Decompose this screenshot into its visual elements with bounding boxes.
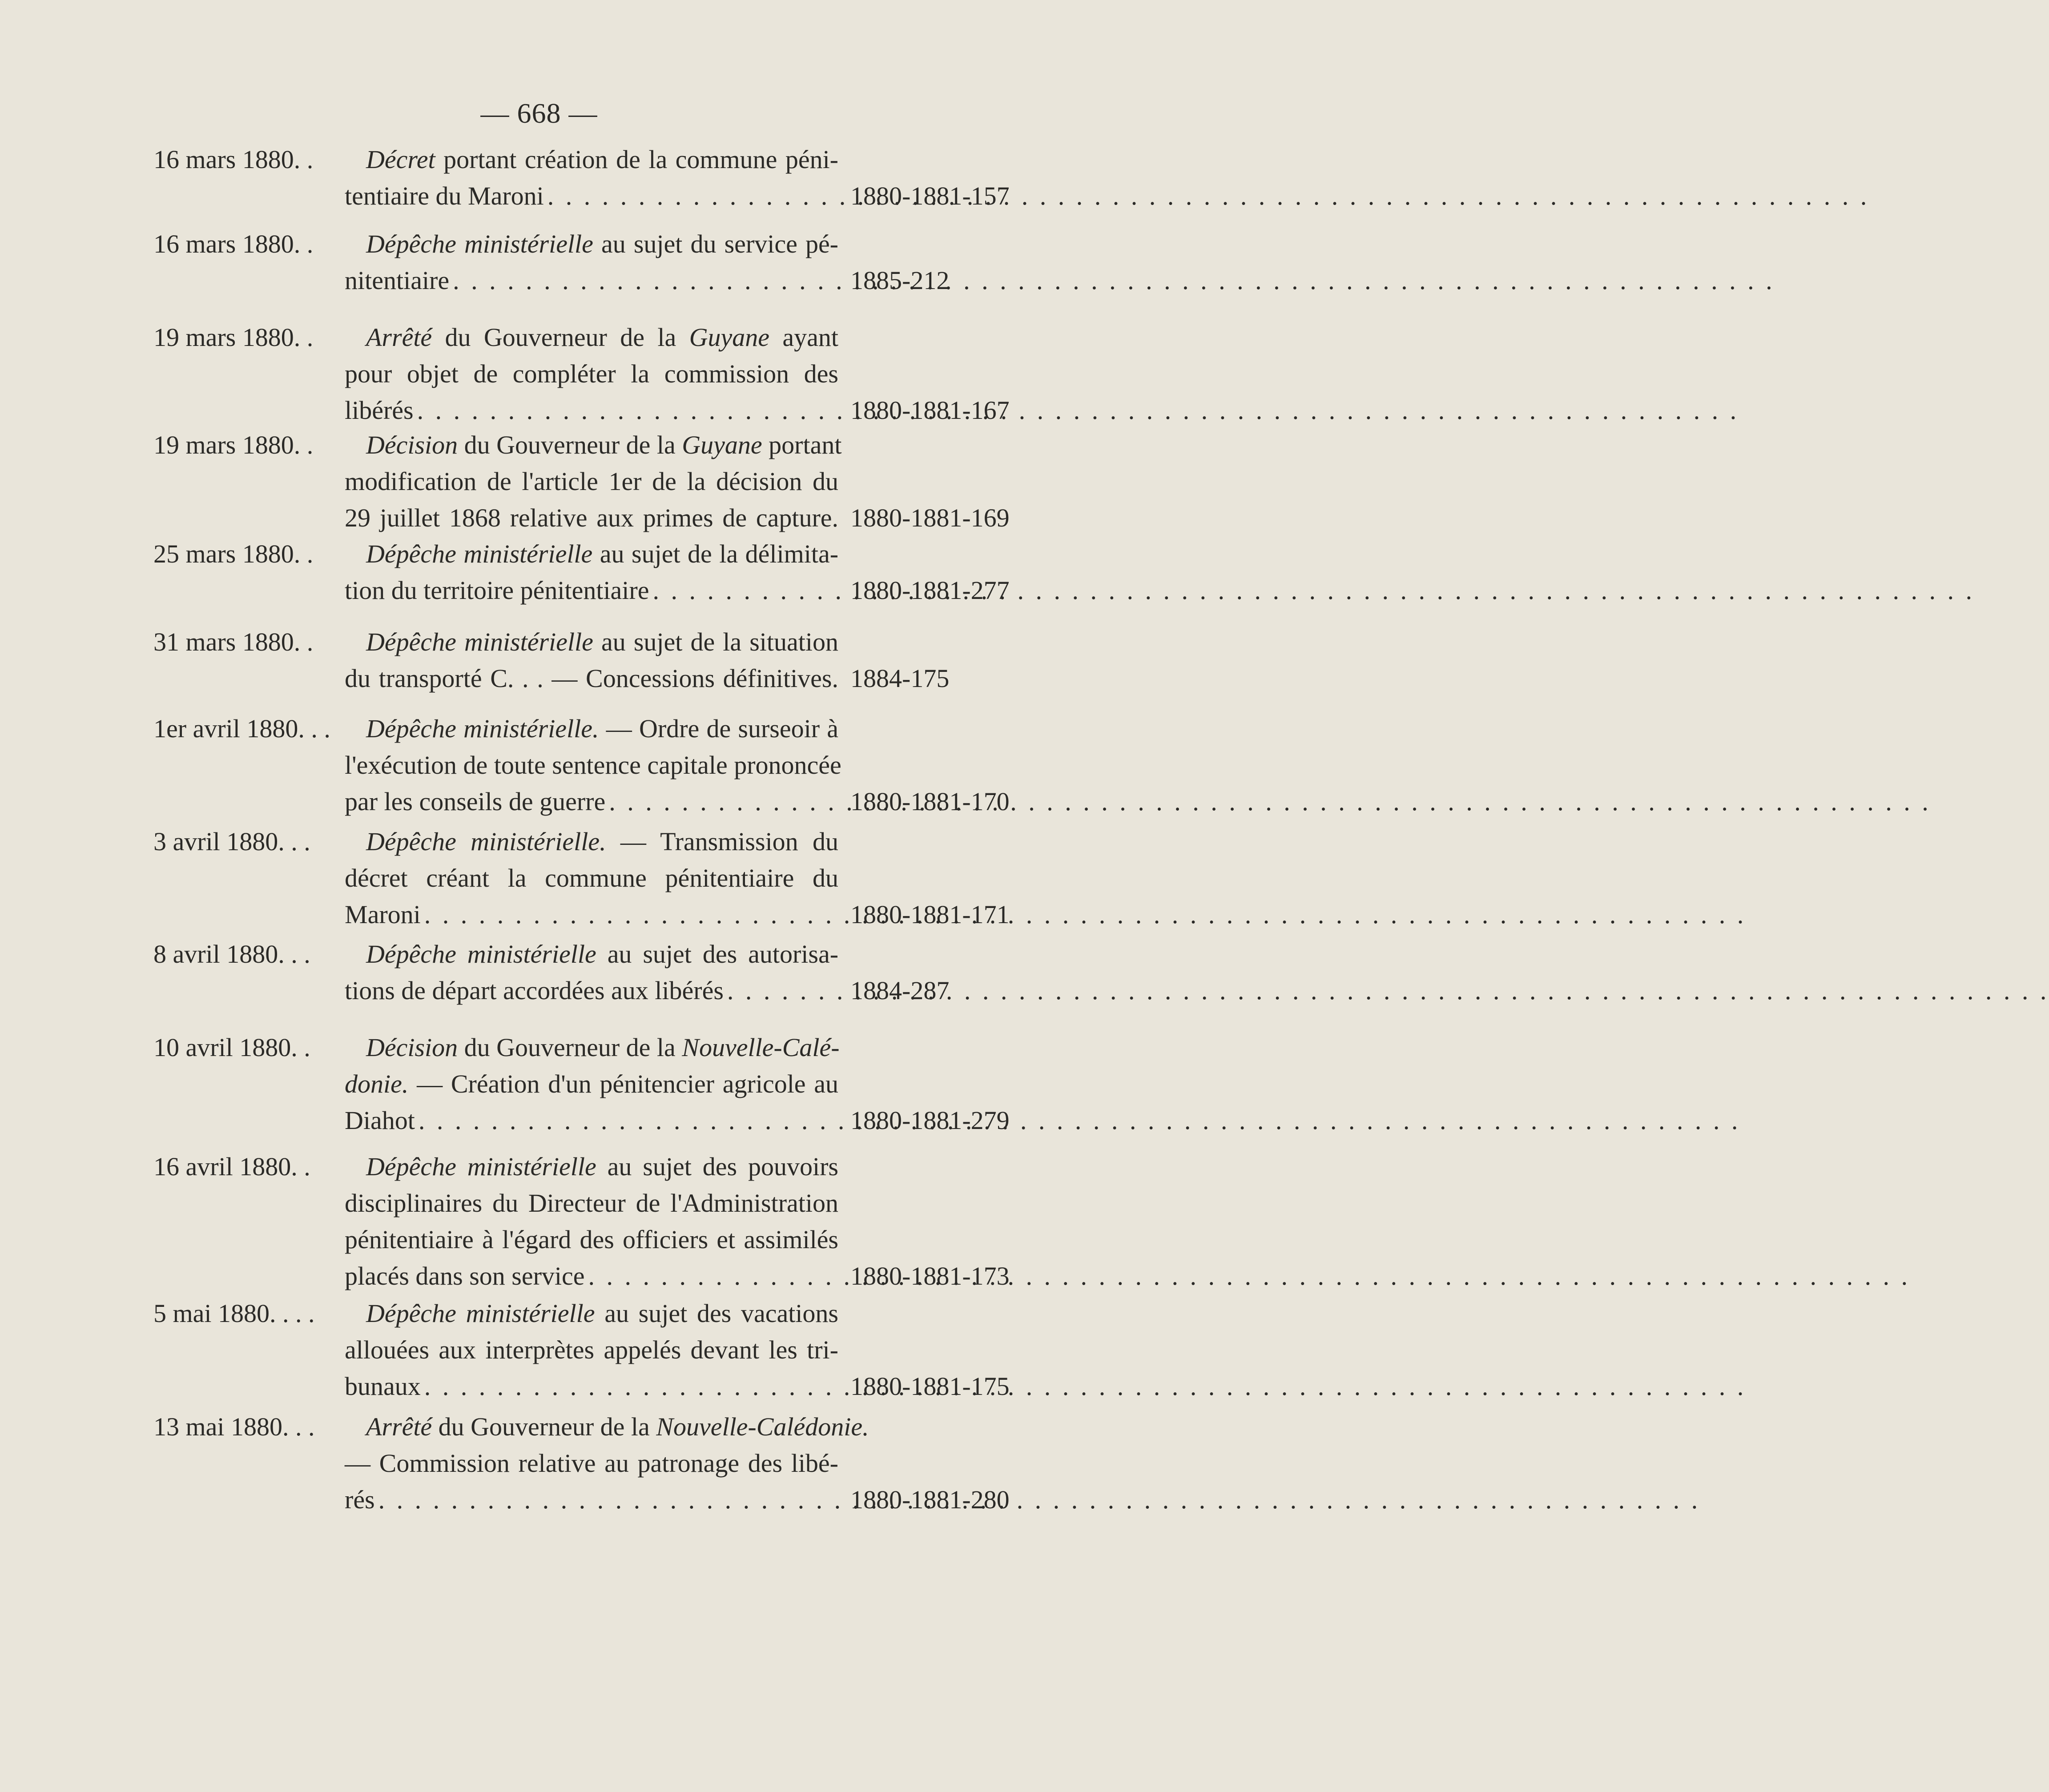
description-line: pénitentiaire à l'égard des officiers et assimilés	[345, 1225, 838, 1254]
dot-leaders	[605, 783, 1931, 820]
document-type: Dépêche ministérielle	[366, 627, 593, 656]
entry-description	[345, 319, 838, 429]
description-text: au sujet des pouvoirs	[607, 1152, 838, 1181]
description-text: du Gouverneur de la	[438, 1412, 650, 1441]
entry-description	[345, 624, 838, 697]
entry-reference: 1884-175	[850, 664, 950, 693]
entry-date: 19 mars 1880. .	[153, 430, 314, 459]
entry-reference: 1885-212	[850, 266, 950, 295]
description-line	[345, 972, 838, 1009]
dot-leaders	[421, 1368, 1747, 1405]
entry-date: 31 mars 1880. .	[153, 627, 314, 656]
entry-date: 25 mars 1880. .	[153, 539, 314, 568]
entry-description	[345, 141, 838, 214]
description-line	[345, 783, 838, 820]
description-line: — Commission relative au patronage des libé-	[345, 1449, 838, 1478]
description-text: Diahot	[345, 1106, 415, 1135]
description-text: — Ordre de surseoir à	[606, 714, 838, 743]
description-line: l'exécution de toute sentence capitale prononcée	[345, 751, 841, 779]
description-text: portant création de la commune péni-	[443, 145, 839, 174]
entry-description	[345, 711, 841, 820]
document-type: Dépêche ministérielle	[366, 539, 593, 568]
description-line	[345, 319, 838, 356]
description-line	[345, 572, 838, 609]
entry-date: 19 mars 1880. .	[153, 323, 314, 352]
entry-reference: 1880-1881-170	[850, 787, 1010, 816]
entry-description	[345, 1409, 869, 1518]
description-text: Maroni	[345, 900, 421, 929]
description-text: au sujet des vacations	[604, 1299, 838, 1328]
place-name: Nouvelle-Calédonie.	[656, 1412, 869, 1441]
entry-date: 5 mai 1880. . . .	[153, 1299, 315, 1328]
description-line	[345, 1029, 838, 1066]
entry-description	[345, 536, 838, 609]
document-type: Décret	[366, 145, 435, 174]
description-line	[345, 824, 838, 860]
document-type: Dépêche ministérielle	[366, 1299, 595, 1328]
dot-leaders	[415, 1102, 1741, 1139]
document-type: Arrêté	[366, 323, 432, 352]
description-text: ayant	[782, 323, 838, 352]
description-text: portant	[769, 430, 842, 459]
description-text: du Gouverneur de la	[464, 1033, 676, 1062]
dot-leaders	[649, 572, 1975, 609]
entry-date: 13 mai 1880. . .	[153, 1412, 315, 1441]
dot-leaders	[585, 1258, 1911, 1294]
description-line	[345, 262, 838, 299]
dot-leaders	[544, 178, 1870, 214]
dot-leaders	[375, 1482, 1701, 1518]
description-line	[345, 936, 838, 972]
description-line	[345, 1482, 838, 1518]
description-text: au sujet des autorisa-	[607, 940, 839, 968]
description-line	[345, 896, 838, 933]
entry-date: 16 avril 1880. .	[153, 1152, 310, 1181]
description-line	[345, 427, 842, 463]
description-line	[345, 1066, 838, 1102]
page-number: — 668 —	[480, 97, 598, 129]
place-name: Guyane	[689, 323, 770, 352]
description-text: libérés	[345, 396, 414, 425]
entry-reference: 1880-1881-171	[850, 900, 1010, 929]
description-text: du Gouverneur de la	[464, 430, 676, 459]
document-type: Dépêche ministérielle	[366, 940, 596, 968]
description-text: rés	[345, 1485, 375, 1514]
entry-description	[345, 226, 838, 299]
description-line	[345, 178, 838, 214]
document-type: Dépêche ministérielle	[366, 1152, 596, 1181]
entry-reference: 1884-287	[850, 976, 950, 1005]
description-text: tion du territoire pénitentiaire	[345, 576, 649, 605]
dot-leaders	[449, 262, 1775, 299]
description-text: au sujet de la délimita-	[600, 539, 839, 568]
description-text: — Transmission du	[620, 827, 838, 856]
description-line: décret créant la commune pénitentiaire du	[345, 864, 838, 892]
entry-date: 16 mars 1880. .	[153, 145, 314, 174]
description-line	[345, 226, 838, 262]
description-line: 29 juillet 1868 relative aux primes de capture.	[345, 503, 838, 532]
description-text: placés dans son service	[345, 1262, 585, 1290]
description-line	[345, 141, 838, 178]
entry-date: 10 avril 1880. .	[153, 1033, 310, 1062]
description-line	[345, 392, 838, 429]
description-line	[345, 1102, 838, 1139]
entry-date: 16 mars 1880. .	[153, 229, 314, 258]
entry-date: 1er avril 1880. . .	[153, 714, 330, 743]
entry-description	[345, 936, 838, 1009]
entry-reference: 1880-1881-157	[850, 181, 1010, 210]
entry-description	[345, 824, 838, 933]
description-line	[345, 711, 838, 747]
description-line	[345, 1409, 869, 1445]
document-type: Dépêche ministérielle.	[366, 827, 606, 856]
description-line	[345, 1368, 838, 1405]
description-text: nitentiaire	[345, 266, 450, 295]
description-text: tentiaire du Maroni	[345, 181, 544, 210]
document-type: Dépêche ministérielle.	[366, 714, 599, 743]
document-type: Décision	[366, 430, 458, 459]
entry-reference: 1880-1881-167	[850, 396, 1010, 425]
dot-leaders	[421, 896, 1747, 933]
description-text: tions de départ accordées aux libérés	[345, 976, 724, 1005]
description-line: modification de l'article 1er de la décision du	[345, 467, 838, 496]
description-line: du transporté C. . . — Concessions définitives.	[345, 664, 838, 693]
description-line: allouées aux interprètes appelés devant les tri-	[345, 1335, 838, 1364]
description-line: pour objet de compléter la commission des	[345, 359, 838, 388]
entry-reference: 1880-1881-279	[850, 1106, 1010, 1135]
description-text: bunaux	[345, 1372, 421, 1401]
entry-date: 8 avril 1880. . .	[153, 940, 310, 968]
description-line: disciplinaires du Directeur de l'Administration	[345, 1189, 838, 1217]
description-line	[345, 1295, 838, 1332]
description-text: au sujet de la situation	[601, 627, 838, 656]
entry-reference: 1880-1881-280	[850, 1485, 1010, 1514]
description-line	[345, 1258, 838, 1294]
dot-leaders	[414, 392, 1739, 429]
description-text: par les conseils de guerre	[345, 787, 606, 816]
entry-date: 3 avril 1880. . .	[153, 827, 310, 856]
entry-description	[345, 1029, 838, 1139]
description-line	[345, 624, 838, 660]
document-type: Dépêche ministérielle	[366, 229, 593, 258]
place-name: Nouvelle-Calé-	[682, 1033, 840, 1062]
entry-reference: 1880-1881-277	[850, 576, 1010, 605]
place-name: donie.	[345, 1069, 409, 1098]
entry-reference: 1880-1881-169	[850, 503, 1010, 532]
entry-description	[345, 1149, 838, 1294]
description-line	[345, 1149, 838, 1185]
entry-description	[345, 1295, 838, 1405]
entry-reference: 1880-1881-175	[850, 1372, 1010, 1401]
document-type: Arrêté	[366, 1412, 432, 1441]
description-text: — Création d'un pénitencier agricole au	[417, 1069, 839, 1098]
description-text: au sujet du service pé-	[601, 229, 838, 258]
entry-reference: 1880-1881-173	[850, 1262, 1010, 1290]
entry-description	[345, 427, 842, 536]
description-line	[345, 536, 838, 572]
document-type: Décision	[366, 1033, 458, 1062]
place-name: Guyane	[682, 430, 762, 459]
description-text: du Gouverneur de la	[445, 323, 676, 352]
